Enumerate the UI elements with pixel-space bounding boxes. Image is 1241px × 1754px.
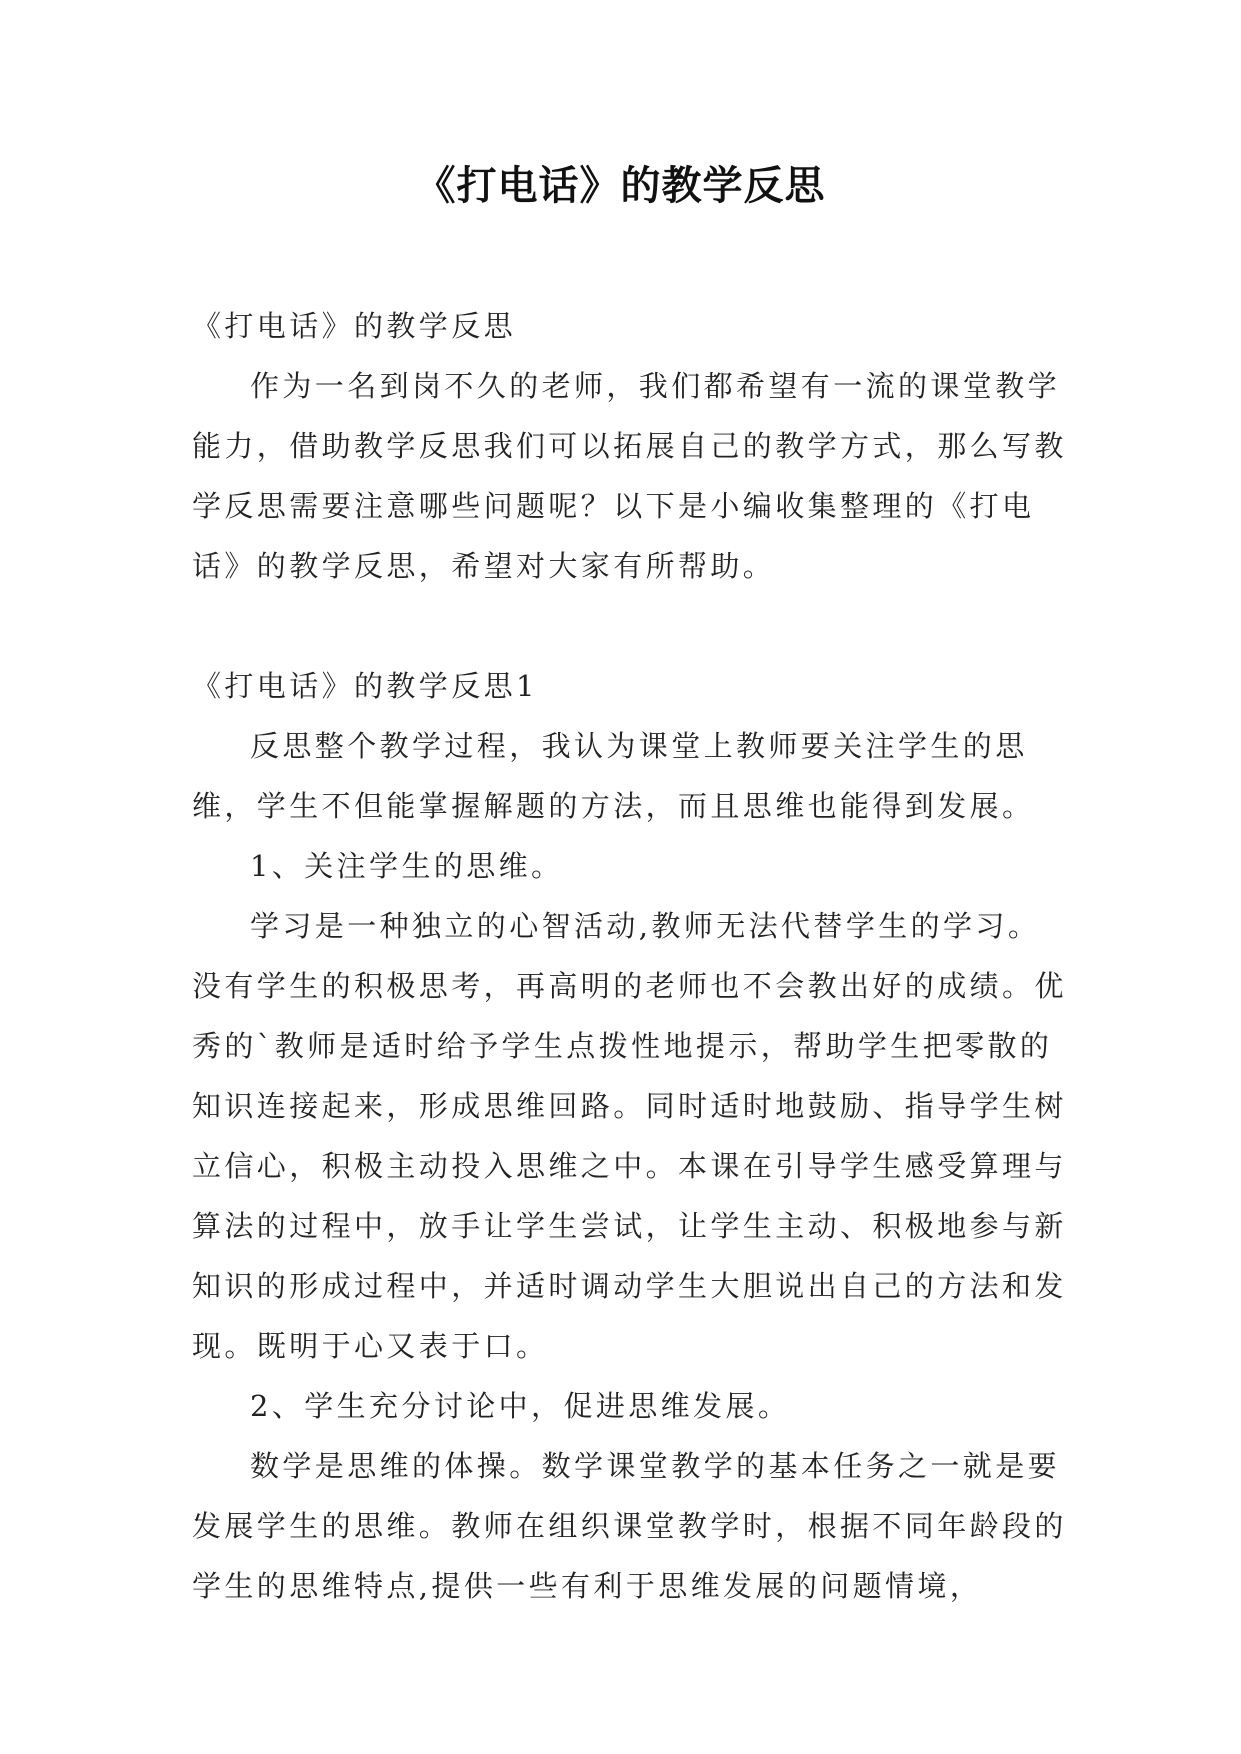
intro-paragraph: 作为一名到岗不久的老师，我们都希望有一流的课堂教学能力，借助教学反思我们可以拓展自己的教学方式，那么写教学反思需要注意哪些问题呢？以下是小编收集整理的《打电话》的教学反思，希望对大家有所帮助。 [192, 369, 1067, 583]
section-spacer [192, 596, 1072, 656]
section-subheading: 1、关注学生的思维。 [250, 849, 564, 883]
document-title: 《打电话》的教学反思 [415, 162, 826, 209]
section-paragraph: 反思整个教学过程，我认为课堂上教师要关注学生的思维，学生不但能掌握解题的方法，而且思维也能得到发展。 [192, 729, 1035, 823]
document-body [192, 296, 1072, 1616]
intro-heading: 《打电话》的教学反思 [192, 309, 517, 343]
section-paragraph: 学习是一种独立的心智活动,教师无法代替学生的学习。没有学生的积极思考，再高明的老师也不会教出好的成绩。优秀的`教师是适时给予学生点拨性地提示，帮助学生把零散的知识连接起来，形成思维回路。同时适时地鼓励、指导学生树立信心，积极主动投入思维之中。本课在引导学生感受算理与算法的过程中，放手让学生尝试，让学生主动、积极地参与新知识的形成过程中，并适时调动学生大胆说出自己的方法和发现。既明于心又表于口。 [192, 909, 1067, 1363]
section-subheading: 2、学生充分讨论中，促进思维发展。 [250, 1389, 791, 1423]
section-heading: 《打电话》的教学反思1 [192, 669, 538, 703]
section-paragraph: 数学是思维的体操。数学课堂教学的基本任务之一就是要发展学生的思维。教师在组织课堂教学时，根据不同年龄段的学生的思维特点,提供一些有利于思维发展的问题情境， [192, 1449, 1067, 1603]
